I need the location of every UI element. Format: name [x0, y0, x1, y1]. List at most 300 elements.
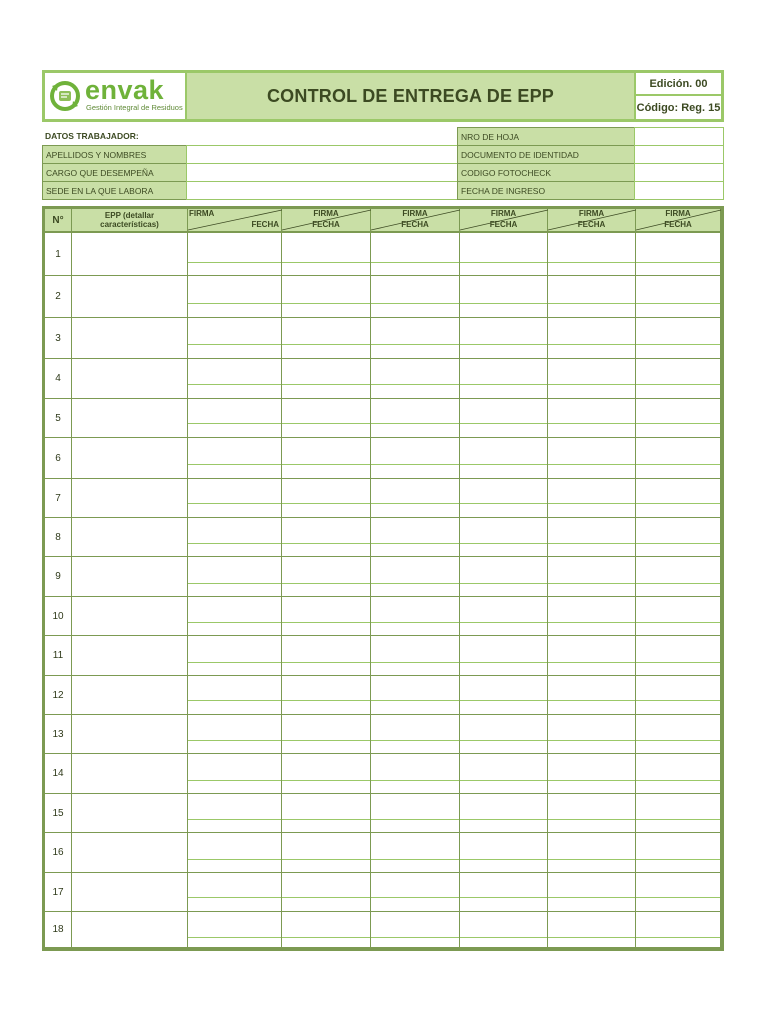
fecha-field[interactable]: [460, 346, 547, 358]
epp-description-cell[interactable]: [72, 438, 188, 479]
fecha-field[interactable]: [460, 425, 547, 437]
firma-field[interactable]: [548, 833, 635, 860]
firma-field[interactable]: [548, 715, 635, 741]
fecha-field[interactable]: [460, 664, 547, 675]
firma-field[interactable]: [282, 318, 370, 345]
fecha-field[interactable]: [548, 264, 635, 275]
fecha-field[interactable]: [636, 425, 720, 437]
fecha-field[interactable]: [548, 861, 635, 872]
firma-field[interactable]: [188, 233, 281, 263]
firma-field[interactable]: [548, 276, 635, 304]
delivery-cell: [460, 676, 548, 715]
delivery-cell: [282, 794, 371, 833]
fecha-field[interactable]: [548, 664, 635, 675]
delivery-cell: [188, 276, 282, 318]
fecha-field[interactable]: [636, 664, 720, 675]
firma-field[interactable]: [282, 233, 370, 263]
firma-field[interactable]: [371, 479, 459, 504]
fecha-field[interactable]: [282, 425, 370, 437]
firma-field[interactable]: [282, 754, 370, 781]
worker-field-value[interactable]: [186, 145, 458, 164]
delivery-cell: [188, 754, 282, 794]
firma-field[interactable]: [460, 873, 547, 898]
firma-field[interactable]: [371, 873, 459, 898]
firma-field[interactable]: [282, 912, 370, 938]
worker-field-label: NRO DE HOJA: [457, 127, 635, 146]
firma-field[interactable]: [282, 676, 370, 701]
fecha-field[interactable]: [282, 466, 370, 478]
fecha-field[interactable]: [460, 899, 547, 911]
firma-field[interactable]: [636, 676, 720, 701]
fecha-field[interactable]: [636, 585, 720, 596]
fecha-field[interactable]: [188, 782, 281, 793]
delivery-cell: [460, 233, 548, 276]
fecha-field[interactable]: [636, 624, 720, 635]
fecha-field[interactable]: [371, 782, 459, 793]
delivery-cell: [188, 359, 282, 399]
fecha-field[interactable]: [188, 264, 281, 275]
firma-field[interactable]: [548, 438, 635, 465]
firma-field[interactable]: [188, 318, 281, 345]
epp-description-cell[interactable]: [72, 676, 188, 715]
firma-field[interactable]: [188, 715, 281, 741]
fecha-field[interactable]: [636, 466, 720, 478]
fecha-field[interactable]: [460, 386, 547, 398]
firma-field[interactable]: [548, 873, 635, 898]
fecha-field[interactable]: [636, 861, 720, 872]
firma-field[interactable]: [548, 794, 635, 820]
delivery-cell: [188, 597, 282, 636]
firma-field[interactable]: [188, 276, 281, 304]
fecha-field[interactable]: [371, 305, 459, 317]
firma-field[interactable]: [371, 636, 459, 663]
fecha-field[interactable]: [371, 742, 459, 753]
firma-field[interactable]: [460, 912, 547, 938]
fecha-field[interactable]: [460, 505, 547, 517]
firma-field[interactable]: [548, 557, 635, 584]
firma-label: FIRMA: [665, 209, 691, 218]
firma-field[interactable]: [460, 794, 547, 820]
row-number: 6: [45, 438, 72, 479]
worker-field-value[interactable]: [186, 181, 458, 200]
firma-field[interactable]: [636, 715, 720, 741]
firma-field[interactable]: [460, 276, 547, 304]
fecha-field[interactable]: [371, 585, 459, 596]
epp-description-cell[interactable]: [72, 715, 188, 754]
firma-field[interactable]: [371, 754, 459, 781]
firma-field[interactable]: [282, 833, 370, 860]
delivery-cell: [282, 399, 371, 438]
fecha-field[interactable]: [371, 702, 459, 714]
fecha-field[interactable]: [282, 305, 370, 317]
firma-field[interactable]: [188, 438, 281, 465]
epp-description-cell[interactable]: [72, 557, 188, 597]
epp-description-cell[interactable]: [72, 794, 188, 833]
fecha-field[interactable]: [460, 861, 547, 872]
worker-field-value[interactable]: [186, 163, 458, 182]
firma-field[interactable]: [188, 873, 281, 898]
epp-description-cell[interactable]: [72, 518, 188, 557]
fecha-field[interactable]: [282, 899, 370, 911]
fecha-field[interactable]: [188, 386, 281, 398]
fecha-field[interactable]: [371, 346, 459, 358]
fecha-field[interactable]: [460, 821, 547, 832]
header-firma-fecha: [636, 209, 721, 233]
firma-field[interactable]: [548, 359, 635, 385]
fecha-field[interactable]: [188, 585, 281, 596]
epp-description-cell[interactable]: [72, 359, 188, 399]
fecha-field[interactable]: [460, 264, 547, 275]
delivery-cell: [282, 233, 371, 276]
worker-field-label: CODIGO FOTOCHECK: [457, 163, 635, 182]
firma-field[interactable]: [371, 318, 459, 345]
code-label: Código: Reg. 15: [636, 96, 721, 119]
worker-field-value[interactable]: [634, 163, 724, 182]
fecha-field[interactable]: [460, 545, 547, 556]
firma-field[interactable]: [371, 233, 459, 263]
firma-label: FIRMA: [402, 209, 428, 218]
fecha-field[interactable]: [460, 782, 547, 793]
firma-field[interactable]: [188, 676, 281, 701]
delivery-cell: [188, 399, 282, 438]
fecha-field[interactable]: [548, 425, 635, 437]
firma-field[interactable]: [460, 438, 547, 465]
fecha-field[interactable]: [371, 899, 459, 911]
fecha-field[interactable]: [548, 386, 635, 398]
firma-field[interactable]: [188, 833, 281, 860]
firma-field[interactable]: [548, 912, 635, 938]
title-cell: [187, 73, 636, 119]
fecha-field[interactable]: [371, 861, 459, 872]
fecha-field[interactable]: [636, 702, 720, 714]
fecha-field[interactable]: [282, 664, 370, 675]
fecha-field[interactable]: [371, 505, 459, 517]
fecha-field[interactable]: [548, 899, 635, 911]
firma-field[interactable]: [636, 518, 720, 544]
firma-field[interactable]: [371, 359, 459, 385]
fecha-field[interactable]: [548, 624, 635, 635]
firma-field[interactable]: [460, 557, 547, 584]
fecha-field[interactable]: [548, 466, 635, 478]
fecha-field[interactable]: [548, 939, 635, 947]
fecha-field[interactable]: [188, 545, 281, 556]
fecha-field[interactable]: [371, 664, 459, 675]
firma-field[interactable]: [371, 912, 459, 938]
header-epp: EPP (detallar características): [72, 209, 188, 233]
firma-field[interactable]: [188, 479, 281, 504]
firma-field[interactable]: [548, 597, 635, 623]
fecha-field[interactable]: [282, 702, 370, 714]
firma-field[interactable]: [636, 318, 720, 345]
worker-field-value[interactable]: [634, 127, 724, 146]
fecha-field[interactable]: [371, 425, 459, 437]
firma-field[interactable]: [636, 636, 720, 663]
fecha-field[interactable]: [282, 861, 370, 872]
fecha-field[interactable]: [282, 821, 370, 832]
delivery-cell: [460, 794, 548, 833]
delivery-cell: [548, 833, 636, 873]
firma-field[interactable]: [282, 359, 370, 385]
delivery-cell: [636, 597, 721, 636]
delivery-cell: [188, 438, 282, 479]
fecha-field[interactable]: [188, 939, 281, 947]
fecha-field[interactable]: [548, 821, 635, 832]
delivery-cell: [460, 399, 548, 438]
fecha-field[interactable]: [636, 821, 720, 832]
row-number: 8: [45, 518, 72, 557]
fecha-field[interactable]: [282, 264, 370, 275]
worker-field-value[interactable]: [634, 181, 724, 200]
delivery-cell: [371, 359, 460, 399]
epp-description-cell[interactable]: [72, 479, 188, 518]
fecha-field[interactable]: [548, 505, 635, 517]
header-firma-fecha: [282, 209, 371, 233]
epp-description-cell[interactable]: [72, 318, 188, 359]
delivery-cell: [282, 597, 371, 636]
fecha-field[interactable]: [460, 305, 547, 317]
epp-description-cell[interactable]: [72, 873, 188, 912]
fecha-field[interactable]: [548, 545, 635, 556]
firma-field[interactable]: [371, 676, 459, 701]
fecha-field[interactable]: [548, 346, 635, 358]
delivery-cell: [460, 715, 548, 754]
fecha-field[interactable]: [188, 821, 281, 832]
delivery-cell: [371, 794, 460, 833]
fecha-field[interactable]: [460, 742, 547, 753]
delivery-cell: [548, 636, 636, 676]
fecha-field[interactable]: [636, 545, 720, 556]
delivery-cell: [636, 233, 721, 276]
firma-field[interactable]: [460, 597, 547, 623]
delivery-cell: [636, 557, 721, 597]
delivery-cell: [282, 359, 371, 399]
firma-field[interactable]: [188, 912, 281, 938]
fecha-field[interactable]: [282, 742, 370, 753]
firma-label: FIRMA: [189, 209, 215, 218]
delivery-cell: [460, 636, 548, 676]
firma-field[interactable]: [460, 754, 547, 781]
fecha-field[interactable]: [371, 821, 459, 832]
firma-field[interactable]: [636, 438, 720, 465]
firma-field[interactable]: [636, 833, 720, 860]
delivery-cell: [548, 399, 636, 438]
fecha-field[interactable]: [460, 624, 547, 635]
firma-field[interactable]: [282, 597, 370, 623]
fecha-field[interactable]: [282, 585, 370, 596]
fecha-field[interactable]: [188, 702, 281, 714]
fecha-field[interactable]: [636, 782, 720, 793]
fecha-field[interactable]: [188, 861, 281, 872]
delivery-cell: [460, 754, 548, 794]
fecha-field[interactable]: [282, 505, 370, 517]
fecha-field[interactable]: [371, 264, 459, 275]
firma-field[interactable]: [371, 597, 459, 623]
firma-field[interactable]: [636, 912, 720, 938]
fecha-field[interactable]: [636, 264, 720, 275]
firma-field[interactable]: [188, 399, 281, 424]
fecha-field[interactable]: [548, 742, 635, 753]
firma-field[interactable]: [282, 636, 370, 663]
firma-field[interactable]: [188, 597, 281, 623]
firma-field[interactable]: [460, 676, 547, 701]
fecha-field[interactable]: [188, 305, 281, 317]
fecha-field[interactable]: [188, 425, 281, 437]
epp-description-cell[interactable]: [72, 754, 188, 794]
delivery-cell: [548, 715, 636, 754]
fecha-field[interactable]: [188, 466, 281, 478]
firma-field[interactable]: [188, 518, 281, 544]
fecha-field[interactable]: [188, 742, 281, 753]
firma-field[interactable]: [282, 715, 370, 741]
firma-field[interactable]: [188, 636, 281, 663]
firma-field[interactable]: [636, 794, 720, 820]
row-number: 1: [45, 233, 72, 276]
row-number: 3: [45, 318, 72, 359]
firma-field[interactable]: [460, 359, 547, 385]
firma-field[interactable]: [282, 873, 370, 898]
fecha-field[interactable]: [636, 505, 720, 517]
epp-description-cell[interactable]: [72, 912, 188, 948]
delivery-cell: [548, 318, 636, 359]
firma-field[interactable]: [460, 399, 547, 424]
firma-field[interactable]: [371, 833, 459, 860]
firma-field[interactable]: [371, 276, 459, 304]
worker-section-label: DATOS TRABAJADOR:: [45, 131, 139, 141]
firma-field[interactable]: [188, 557, 281, 584]
firma-field[interactable]: [371, 399, 459, 424]
fecha-field[interactable]: [282, 939, 370, 947]
fecha-field[interactable]: [460, 466, 547, 478]
delivery-cell: [282, 438, 371, 479]
firma-field[interactable]: [460, 518, 547, 544]
epp-description-cell[interactable]: [72, 233, 188, 276]
firma-field[interactable]: [636, 597, 720, 623]
header-number: N°: [45, 209, 72, 233]
fecha-field[interactable]: [548, 782, 635, 793]
fecha-field[interactable]: [371, 386, 459, 398]
firma-field[interactable]: [460, 636, 547, 663]
fecha-field[interactable]: [460, 702, 547, 714]
firma-field[interactable]: [188, 754, 281, 781]
document-header: [42, 70, 724, 122]
fecha-field[interactable]: [548, 585, 635, 596]
fecha-field[interactable]: [636, 305, 720, 317]
firma-field[interactable]: [371, 518, 459, 544]
firma-field[interactable]: [548, 233, 635, 263]
delivery-cell: [371, 318, 460, 359]
epp-description-cell[interactable]: [72, 597, 188, 636]
firma-field[interactable]: [282, 399, 370, 424]
fecha-field[interactable]: [636, 346, 720, 358]
delivery-cell: [188, 794, 282, 833]
firma-field[interactable]: [371, 794, 459, 820]
firma-field[interactable]: [636, 479, 720, 504]
firma-field[interactable]: [460, 318, 547, 345]
fecha-field[interactable]: [371, 624, 459, 635]
fecha-field[interactable]: [548, 305, 635, 317]
epp-description-cell[interactable]: [72, 833, 188, 873]
fecha-field[interactable]: [548, 702, 635, 714]
epp-description-cell[interactable]: [72, 276, 188, 318]
delivery-cell: [188, 479, 282, 518]
firma-field[interactable]: [371, 557, 459, 584]
worker-field-label: CARGO QUE DESEMPEÑA: [42, 163, 187, 182]
delivery-cell: [282, 636, 371, 676]
delivery-cell: [460, 479, 548, 518]
firma-field[interactable]: [548, 754, 635, 781]
worker-field-label: SEDE EN LA QUE LABORA: [42, 181, 187, 200]
firma-field[interactable]: [460, 479, 547, 504]
firma-field[interactable]: [636, 233, 720, 263]
fecha-field[interactable]: [636, 939, 720, 947]
fecha-field[interactable]: [188, 899, 281, 911]
fecha-field[interactable]: [460, 939, 547, 947]
worker-field-value[interactable]: [634, 145, 724, 164]
firma-field[interactable]: [636, 873, 720, 898]
fecha-field[interactable]: [282, 545, 370, 556]
firma-field[interactable]: [282, 557, 370, 584]
delivery-cell: [636, 794, 721, 833]
delivery-cell: [636, 636, 721, 676]
firma-field[interactable]: [636, 754, 720, 781]
fecha-field[interactable]: [460, 585, 547, 596]
fecha-field[interactable]: [371, 545, 459, 556]
row-number: 10: [45, 597, 72, 636]
firma-field[interactable]: [460, 233, 547, 263]
fecha-field[interactable]: [188, 346, 281, 358]
firma-field[interactable]: [371, 438, 459, 465]
firma-field[interactable]: [282, 479, 370, 504]
fecha-field[interactable]: [371, 939, 459, 947]
epp-description-cell[interactable]: [72, 399, 188, 438]
firma-field[interactable]: [548, 676, 635, 701]
firma-field[interactable]: [188, 359, 281, 385]
fecha-field[interactable]: [282, 624, 370, 635]
firma-field[interactable]: [548, 518, 635, 544]
fecha-field[interactable]: [282, 346, 370, 358]
firma-field[interactable]: [548, 479, 635, 504]
firma-field[interactable]: [282, 276, 370, 304]
fecha-field[interactable]: [636, 742, 720, 753]
firma-field[interactable]: [548, 318, 635, 345]
firma-field[interactable]: [548, 399, 635, 424]
fecha-field[interactable]: [188, 624, 281, 635]
firma-field[interactable]: [636, 359, 720, 385]
firma-field[interactable]: [636, 399, 720, 424]
document-title: CONTROL DE ENTREGA DE EPP: [266, 85, 555, 106]
firma-field[interactable]: [371, 715, 459, 741]
fecha-field[interactable]: [282, 386, 370, 398]
delivery-cell: [188, 912, 282, 948]
fecha-field[interactable]: [636, 899, 720, 911]
firma-field[interactable]: [636, 276, 720, 304]
firma-field[interactable]: [636, 557, 720, 584]
firma-field[interactable]: [460, 833, 547, 860]
fecha-field[interactable]: [188, 664, 281, 675]
firma-field[interactable]: [548, 636, 635, 663]
firma-field[interactable]: [282, 794, 370, 820]
fecha-field[interactable]: [371, 466, 459, 478]
epp-description-cell[interactable]: [72, 636, 188, 676]
fecha-field[interactable]: [636, 386, 720, 398]
firma-field[interactable]: [282, 518, 370, 544]
firma-field[interactable]: [282, 438, 370, 465]
firma-field[interactable]: [188, 794, 281, 820]
fecha-field[interactable]: [282, 782, 370, 793]
fecha-field[interactable]: [188, 505, 281, 517]
delivery-cell: [371, 399, 460, 438]
firma-field[interactable]: [460, 715, 547, 741]
